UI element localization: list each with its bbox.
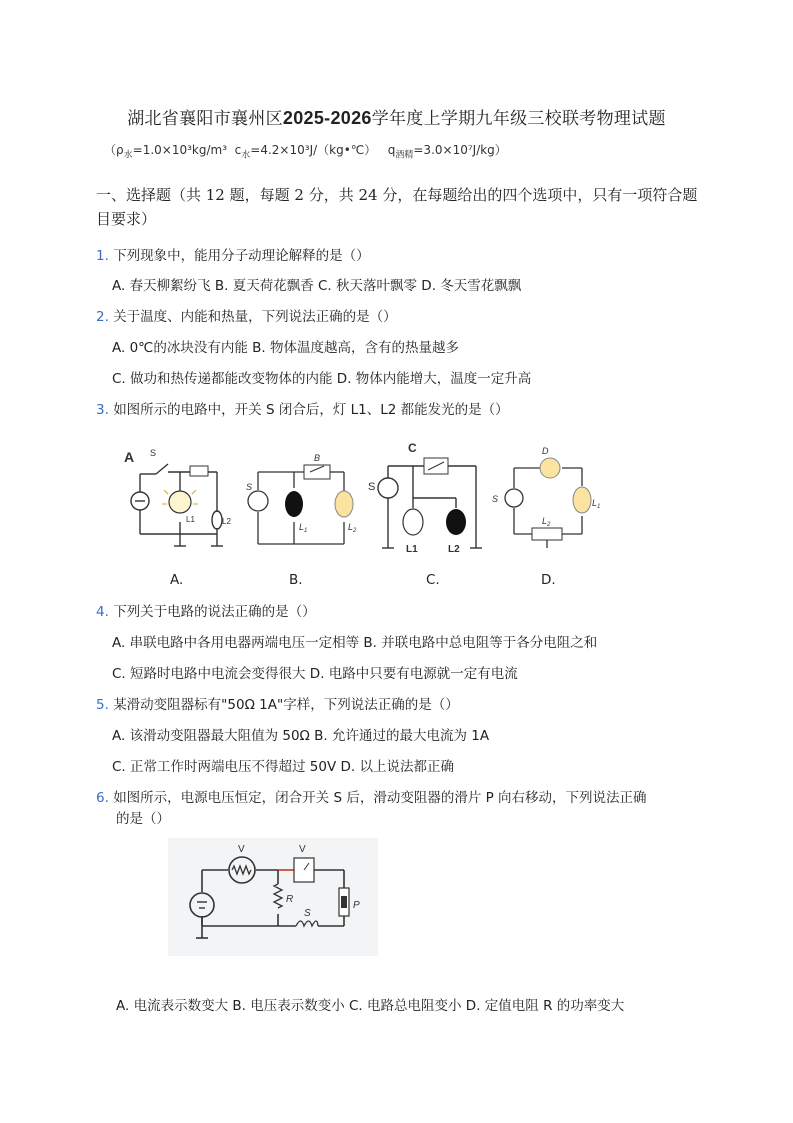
question-text: 某滑动变阻器标有"50Ω 1A"字样，下列说法正确的是（） bbox=[113, 697, 459, 713]
circuit-c-l1-label: L1 bbox=[406, 544, 418, 555]
question-2-options-line2: C. 做功和热传递都能改变物体的内能 D. 物体内能增大，温度一定升高 bbox=[112, 371, 532, 387]
const-q-sub: 酒精 bbox=[395, 150, 414, 161]
const-rho-value: =1.0×10³kg/m³ bbox=[132, 143, 228, 157]
question-number: 4. bbox=[96, 604, 109, 620]
circuit-6-resistor-label: R bbox=[286, 894, 294, 905]
question-number: 6. bbox=[96, 790, 109, 806]
title-prefix: 湖北省襄阳市襄州区 bbox=[127, 109, 283, 129]
circuit-c-label: C bbox=[408, 441, 417, 455]
question-4 bbox=[96, 600, 316, 620]
title-suffix: 学年度上学期九年级三校联考物理试题 bbox=[371, 109, 666, 129]
circuit-b-switch-label: B bbox=[314, 453, 321, 463]
circuit-6-voltmeter1-label: V bbox=[238, 844, 245, 855]
question-5 bbox=[96, 693, 459, 713]
question-text: 下列关于电路的说法正确的是（） bbox=[113, 604, 316, 620]
figure-label-c: C. bbox=[426, 572, 440, 588]
question-number: 5. bbox=[96, 697, 109, 713]
question-2-options-line1: A. 0℃的冰块没有内能 B. 物体温度越高，含有的热量越多 bbox=[112, 340, 459, 356]
question-text: 关于温度、内能和热量，下列说法正确的是（） bbox=[113, 309, 397, 325]
page-title bbox=[0, 104, 793, 129]
circuit-diagram-6 bbox=[168, 838, 378, 956]
const-c-value: =4.2×10³J/（kg•℃） bbox=[250, 143, 377, 157]
circuit-a-label: A bbox=[124, 449, 135, 465]
circuit-a-l2-label: L2 bbox=[222, 517, 231, 526]
const-rho-sub: 水 bbox=[123, 150, 133, 161]
const-q: q bbox=[387, 143, 396, 157]
question-6-options: A. 电流表示数变大 B. 电压表示数变小 C. 电路总电阻变小 D. 定值电阻 R 的功率变大 bbox=[116, 998, 625, 1014]
figure-label-a: A. bbox=[170, 572, 184, 588]
const-c: c bbox=[234, 143, 242, 157]
circuit-d-l1-label: $L_1$ bbox=[592, 498, 601, 510]
question-3 bbox=[96, 398, 509, 418]
circuit-diagram-c bbox=[368, 438, 488, 558]
circuit-c-l2-label: L2 bbox=[448, 544, 460, 555]
section-heading: 一、选择题（共 12 题，每题 2 分，共 24 分，在每题给出的四个选项中，只有一项符合题目要求） bbox=[96, 186, 698, 228]
question-number: 1. bbox=[96, 248, 109, 264]
question-4-options-line2: C. 短路时电路中电流会变得很大 D. 电路中只要有电源就一定有电流 bbox=[112, 666, 518, 682]
circuit-6-voltmeter2-label: V bbox=[299, 844, 306, 855]
question-2 bbox=[96, 305, 397, 325]
circuit-a-l1-label: L1 bbox=[186, 515, 195, 524]
physical-constants bbox=[104, 141, 507, 160]
question-1-options: A. 春天柳絮纷飞 B. 夏天荷花飘香 C. 秋天落叶飘零 D. 冬天雪花飘飘 bbox=[112, 278, 522, 294]
circuit-diagram-b bbox=[244, 452, 364, 552]
title-year: 2025-2026 bbox=[282, 108, 372, 128]
question-number: 2. bbox=[96, 309, 109, 325]
circuit-c-source-label: S bbox=[368, 481, 376, 493]
figure-label-b: B. bbox=[289, 572, 303, 588]
question-4-options-line1: A. 串联电路中各用电器两端电压一定相等 B. 并联电路中总电阻等于各分电阻之和 bbox=[112, 635, 598, 651]
circuit-diagram-d bbox=[492, 442, 612, 554]
circuit-d-l2-label: $L_2$ bbox=[542, 516, 551, 528]
question-5-options-line2: C. 正常工作时两端电压不得超过 50V D. 以上说法都正确 bbox=[112, 759, 454, 775]
circuit-d-label: D bbox=[542, 446, 549, 456]
circuit-b-source-label: S bbox=[246, 482, 253, 492]
circuit-d-source-label: S bbox=[492, 494, 499, 504]
const-q-value: =3.0×10⁷J/kg） bbox=[413, 143, 507, 157]
circuit-6-slider-label: P bbox=[353, 900, 360, 911]
question-1 bbox=[96, 244, 370, 264]
question-number: 3. bbox=[96, 402, 109, 418]
question-6-text-cont: 的是（） bbox=[116, 811, 170, 827]
circuit-b-l1-label: $L_1$ bbox=[299, 522, 308, 534]
circuit-a-switch-label: S bbox=[150, 448, 157, 458]
const-c-sub: 水 bbox=[241, 150, 251, 161]
circuit-b-l2-label: $L_2$ bbox=[348, 522, 357, 534]
circuit-6-switch-label: S bbox=[304, 908, 311, 919]
question-5-options-line1: A. 该滑动变阻器最大阻值为 50Ω B. 允许通过的最大电流为 1A bbox=[112, 728, 490, 744]
circuit-diagram-a bbox=[122, 442, 238, 554]
question-text: 如图所示的电路中，开关 S 闭合后，灯 L1、L2 都能发光的是（） bbox=[113, 402, 509, 418]
const-rho: （ρ bbox=[104, 143, 124, 157]
figure-label-d: D. bbox=[541, 572, 556, 588]
question-6 bbox=[96, 786, 647, 806]
question-text: 如图所示，电源电压恒定，闭合开关 S 后，滑动变阻器的滑片 P 向右移动，下列说法正确 bbox=[113, 790, 647, 806]
question-text: 下列现象中，能用分子动理论解释的是（） bbox=[113, 248, 370, 264]
